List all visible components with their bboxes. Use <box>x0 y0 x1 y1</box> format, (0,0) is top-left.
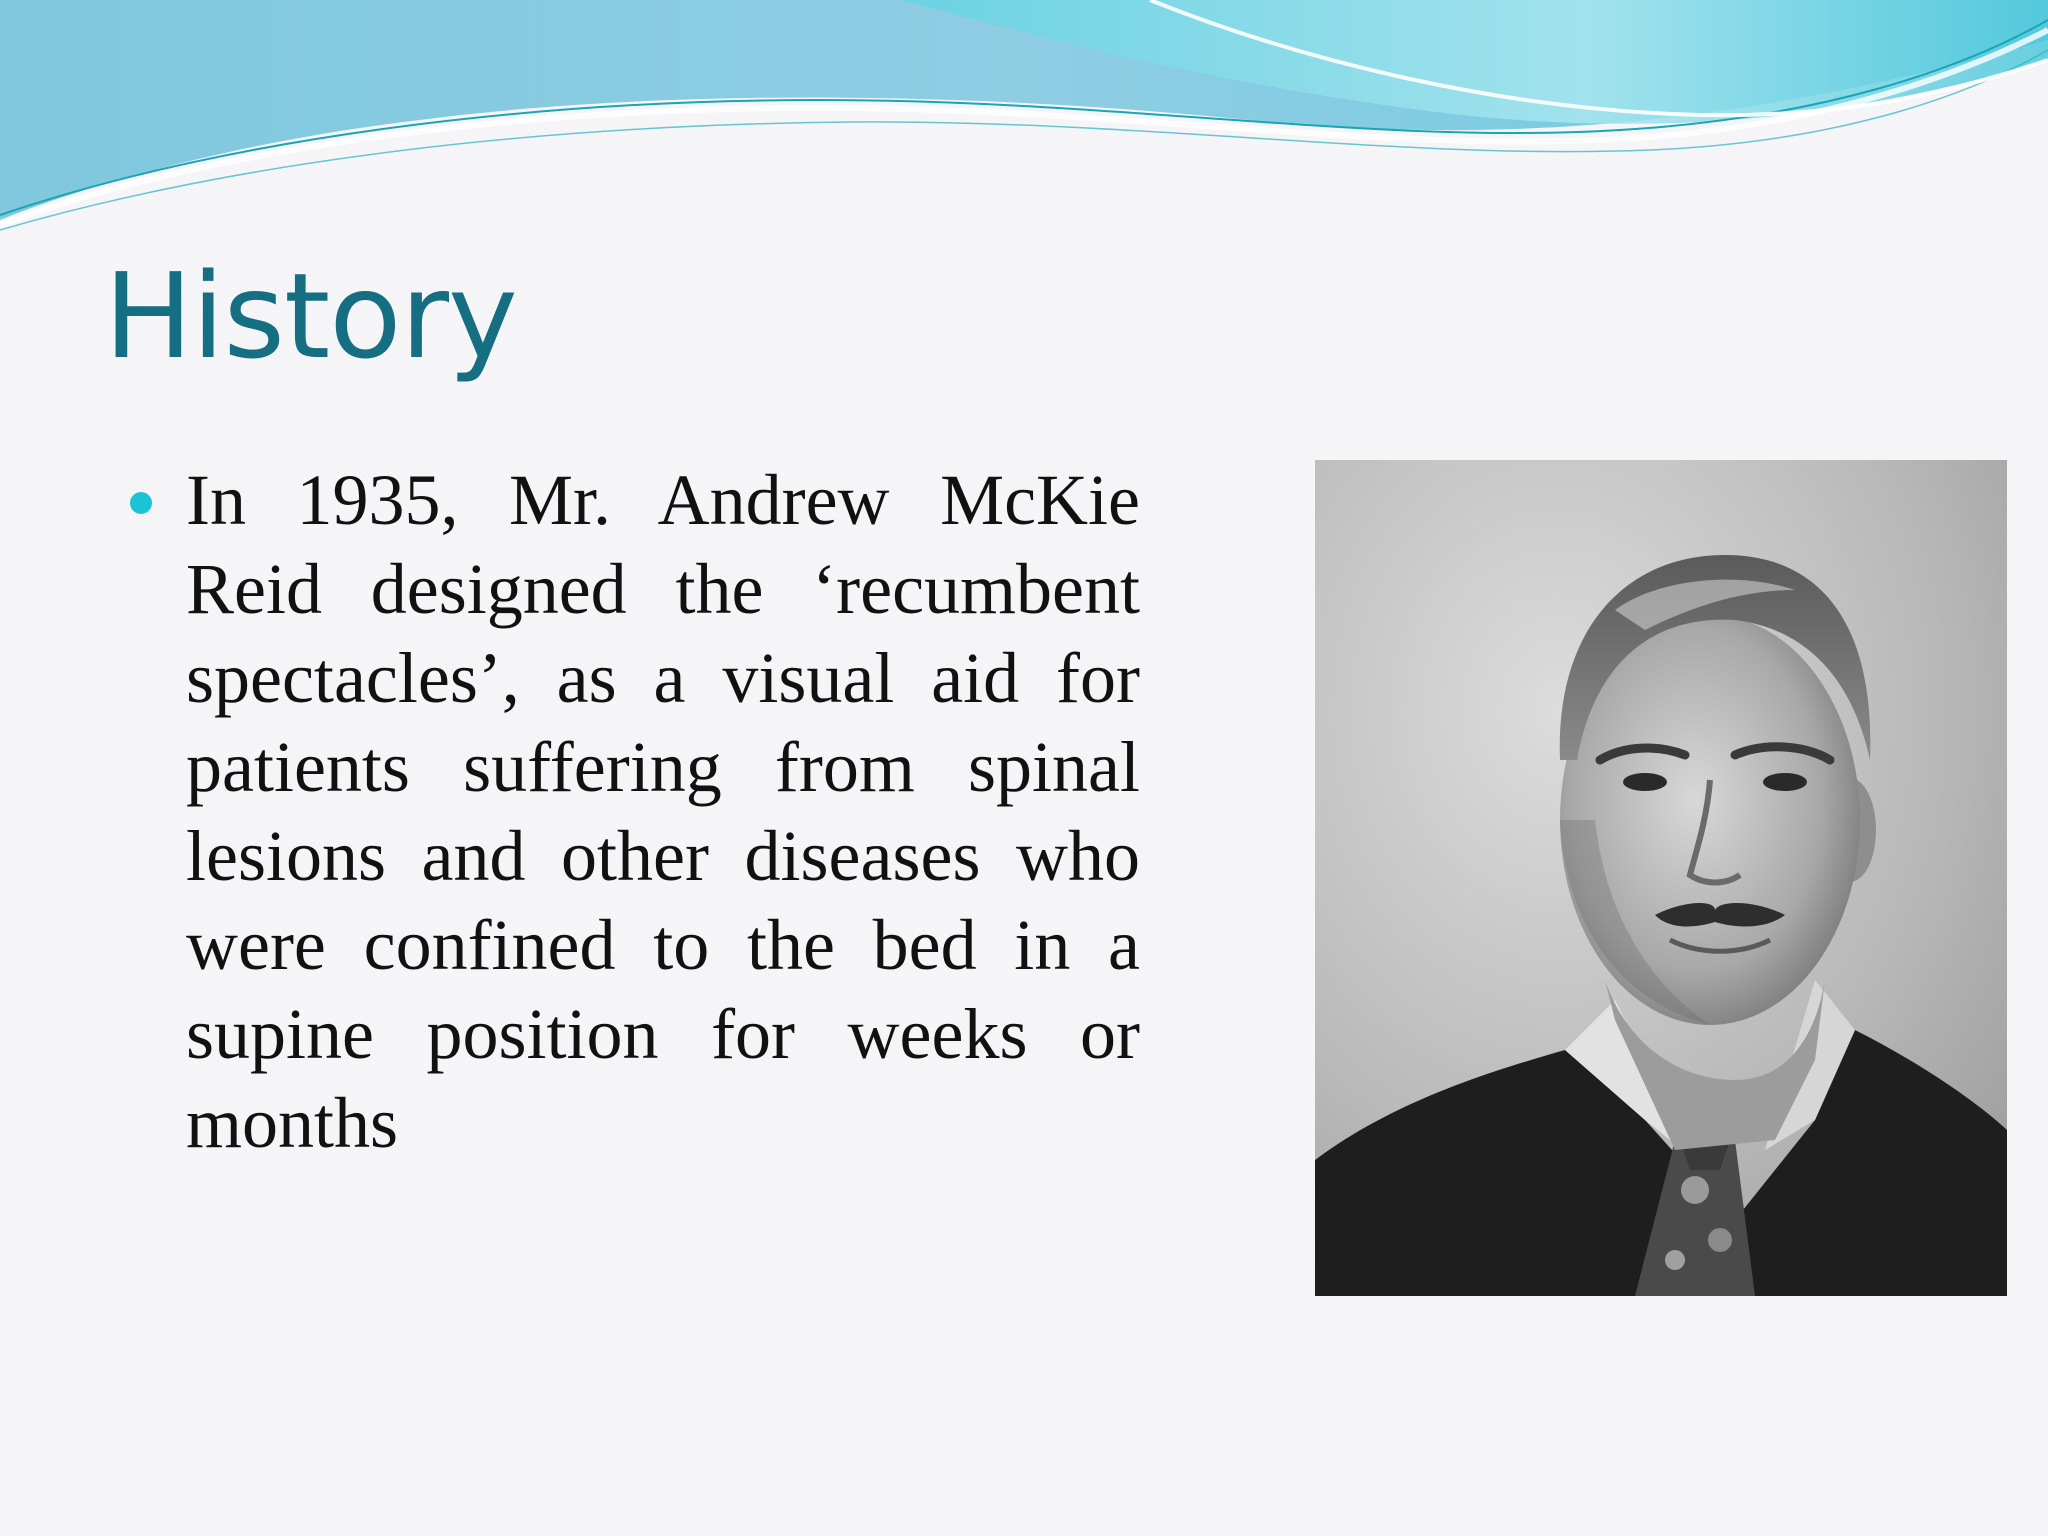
wave-header-decoration <box>0 0 2048 240</box>
bullet-list <box>130 456 1140 1168</box>
bullet-text: In 1935, Mr. Andrew McKie Reid designed the ‘recumbent spectacles’, as a visual aid for patients suffering from spinal lesions and other diseases who were confined to the bed in a supine position for weeks or months <box>186 460 1140 1163</box>
portrait-photo <box>1315 460 2007 1296</box>
bullet-dot-icon <box>130 492 152 514</box>
bullet-item <box>130 456 1140 1168</box>
slide-title: History <box>104 247 517 385</box>
